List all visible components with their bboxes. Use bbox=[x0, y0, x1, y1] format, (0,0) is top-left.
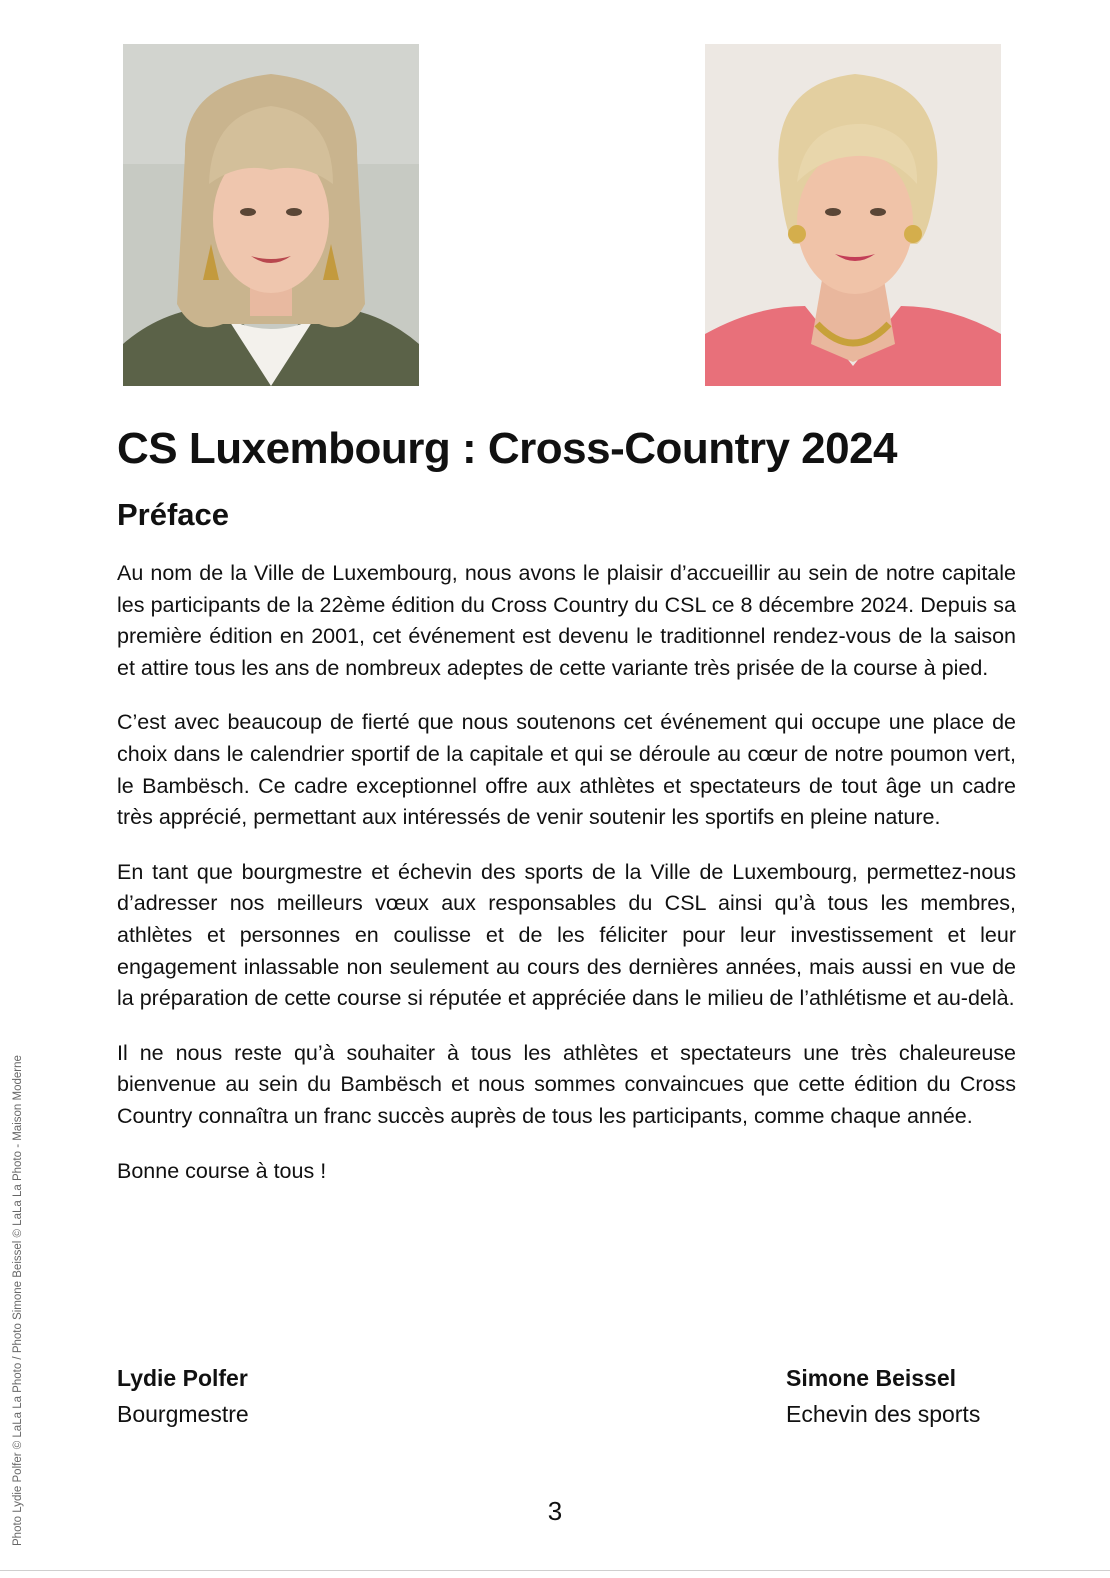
photo-credit: Photo Lydie Polfer © LaLa La Photo / Photo Simone Beissel © LaLa La Photo - Maison Moderne bbox=[12, 1055, 24, 1546]
paragraph: Au nom de la Ville de Luxembourg, nous avons le plaisir d’accueillir au sein de notre capitale les participants de la 22ème édition du Cross Country du CSL ce 8 décembre 2024. Depuis sa première édition en 2001, cet événement est devenu le traditionnel rendez-vous de la saison et attire tous les ans de nombreux adeptes de cette variante très prisée de la course à pied. bbox=[117, 561, 1016, 680]
page-title: CS Luxembourg : Cross-Country 2024 bbox=[117, 424, 898, 473]
signer-lydie-polfer bbox=[117, 1362, 249, 1430]
paragraph: En tant que bourgmestre et échevin des sports de la Ville de Luxembourg, permettez-nous d’adresser nos meilleurs vœux aux responsables du CSL ainsi qu’à tous les membres, athlètes et personnes en coulisse et de les féliciter pour leur investissement et leur engagement inlassable non seulement au cours des dernières années, mais aussi en vue de la préparation de cette course si réputée et appréciée dans le milieu de l’athlétisme et au-delà. bbox=[117, 859, 1016, 1011]
paragraph: C’est avec beaucoup de fierté que nous soutenons cet événement qui occupe une place de choix dans le calendrier sportif de la capitale et qui se déroule au cœur de notre poumon vert, le Bambësch. Ce cadre exceptionnel offre aux athlètes et spectateurs de tout âge un cadre très apprécié, permettant aux intéressés de venir soutenir les sportifs en pleine nature. bbox=[117, 710, 1016, 830]
paragraph: Il ne nous reste qu’à souhaiter à tous les athlètes et spectateurs une très chaleureuse bienvenue au sein du Bambësch et nous sommes convaincues que cette édition du Cross Country connaîtra un franc succès auprès de tous les participants, comme chaque année. bbox=[117, 1040, 1016, 1128]
page-number: 3 bbox=[547, 1496, 563, 1526]
portrait-photo-lydie-polfer bbox=[123, 44, 419, 386]
signer-simone-beissel bbox=[786, 1362, 980, 1430]
signer-name: Simone Beissel bbox=[786, 1365, 957, 1391]
signer-role: Echevin des sports bbox=[786, 1401, 981, 1427]
portrait-photo-simone-beissel bbox=[705, 44, 1001, 386]
signer-role: Bourgmestre bbox=[117, 1401, 249, 1427]
bottom-divider bbox=[0, 1570, 1110, 1571]
signer-name: Lydie Polfer bbox=[117, 1365, 248, 1391]
closing-line: Bonne course à tous ! bbox=[117, 1158, 327, 1183]
section-subtitle: Préface bbox=[117, 497, 230, 532]
preface-body bbox=[117, 558, 1016, 1187]
